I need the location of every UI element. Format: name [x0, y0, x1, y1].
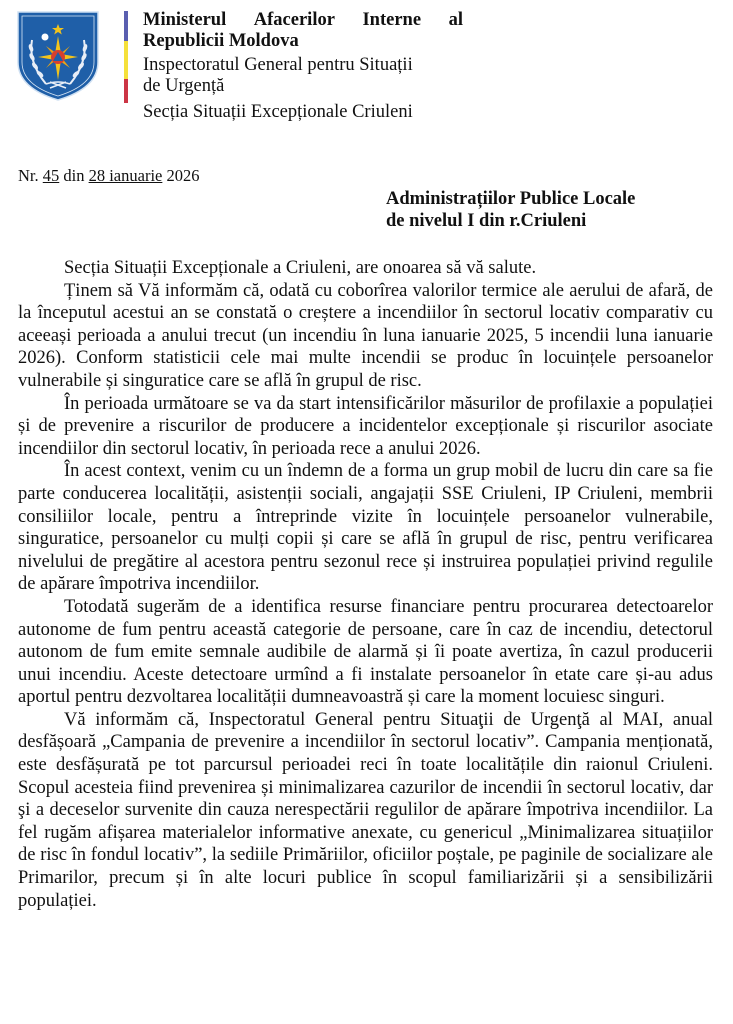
ministry-word: al [448, 10, 463, 30]
letterhead [143, 10, 463, 123]
body-paragraph: Vă informăm că, Inspectoratul General pentru Situaţii de Urgenţă al MAI, anual desfășoară „Campania de prevenire a incendiilor în sectorul locativ”. Campania menționată, este desfășurată pe tot parcursul perioadei reci în toate localitățile din raionul Criuleni. Scopul acesteia fiind prevenirea și minimalizarea cazurilor de incendii în sectorul locativ, dar şi a deceselor survenite din cauza nerespectării regulilor de apărare împotriva incendiilor. La fel rugăm afișarea materialelor informative anexate, cu genericul „Minimalizarea situațiilor de risc în fondul locativ”, la sediile Primăriilor, oficiilor poștale, pe paginile de socializare ale Primarilor, precum și în alte locuri publice în scopul familiarizării și a sensibilizării populației. [18, 709, 713, 911]
ref-number: 45 [42, 166, 60, 185]
flag-yellow-stripe [124, 41, 128, 79]
body-paragraph: Totodată sugerăm de a identifica resurse financiare pentru procurarea detectoarelor autonome de fum pentru această categorie de persoane, care în caz de incendiu, detectorul autonom de fum emite semnale audibile de alarmă și îi poate avertiza, în cazul producerii unui incendiu. Aceste detectoare urmînd a fi instalate persoanelor în etate care și-au adus aportul pentru dezvoltarea localității dumneavoastră și care la moment locuiesc singuri. [18, 596, 713, 708]
inspectorate-name [143, 55, 463, 97]
ref-year: 2026 [166, 166, 200, 185]
ref-din: din [63, 166, 85, 185]
body-paragraph: În acest context, venim cu un îndemn de a forma un grup mobil de lucru din care sa fie parte conducerea localității, asistenții sociali, angajații SSE Criuleni, IP Criuleni, membrii consiliilor locale, pentru a întreprinde vizite în locuințele persoanelor vulnerabile, singuratice, persoanelor cu mulți copii și care se află în grupul de risc, pentru verificarea nivelului de pregătire al acestora pentru sezonul rece și instruirea populației privind regulile de apărare împotriva incendiilor. [18, 461, 713, 595]
inspectorate-line1: Inspectoratul General pentru Situații [143, 55, 413, 75]
section-name: Secția Situații Excepționale Criuleni [143, 102, 413, 122]
body-paragraph: În perioada următoare se va da start intensificărilor măsurilor de profilaxie a populației și de prevenire a riscurilor de producere a incidentelor excepționale și riscurilor asociate incendiilor din sectorul locativ, în perioada rece a anului 2026. [18, 393, 713, 459]
flag-red-stripe [124, 79, 128, 103]
ministry-name [143, 10, 463, 52]
inspectorate-line2: de Urgență [143, 76, 225, 96]
ref-date: 28 ianuarie [88, 166, 163, 185]
ministry-line2: Republicii Moldova [143, 31, 299, 51]
ministry-word: Ministerul [143, 10, 227, 30]
civil-protection-emblem-icon [16, 10, 100, 102]
ministry-word: Afacerilor [253, 10, 335, 30]
ministry-word: Interne [362, 10, 422, 30]
flag-color-bar [124, 11, 128, 101]
addressee-line2: de nivelul I din r.Criuleni [386, 211, 587, 231]
body-paragraph: Secția Situații Excepționale a Criuleni, are onoarea să vă salute. [64, 258, 537, 278]
flag-blue-stripe [124, 11, 128, 41]
body-paragraph: Ținem să Vă informăm că, odată cu coborîrea valorilor termice ale aerului de afară, de la începutul acestui an se constată o creștere a incendiilor în sectorul locativ comparativ cu aceeași perioada a anului trecut (un incendiu în luna ianuarie 2025, 5 incendii luna ianuarie 2026). Conform statisticii cele mai multe incendii se produc în locuințele persoanelor vulnerabile și singuratice care se află în grupul de risc. [18, 280, 713, 391]
document-reference [18, 166, 199, 186]
addressee-line1: Administrațiilor Publice Locale [386, 189, 636, 209]
ref-prefix: Nr. [18, 166, 39, 185]
addressee-block [386, 188, 635, 232]
letter-body [18, 257, 713, 912]
